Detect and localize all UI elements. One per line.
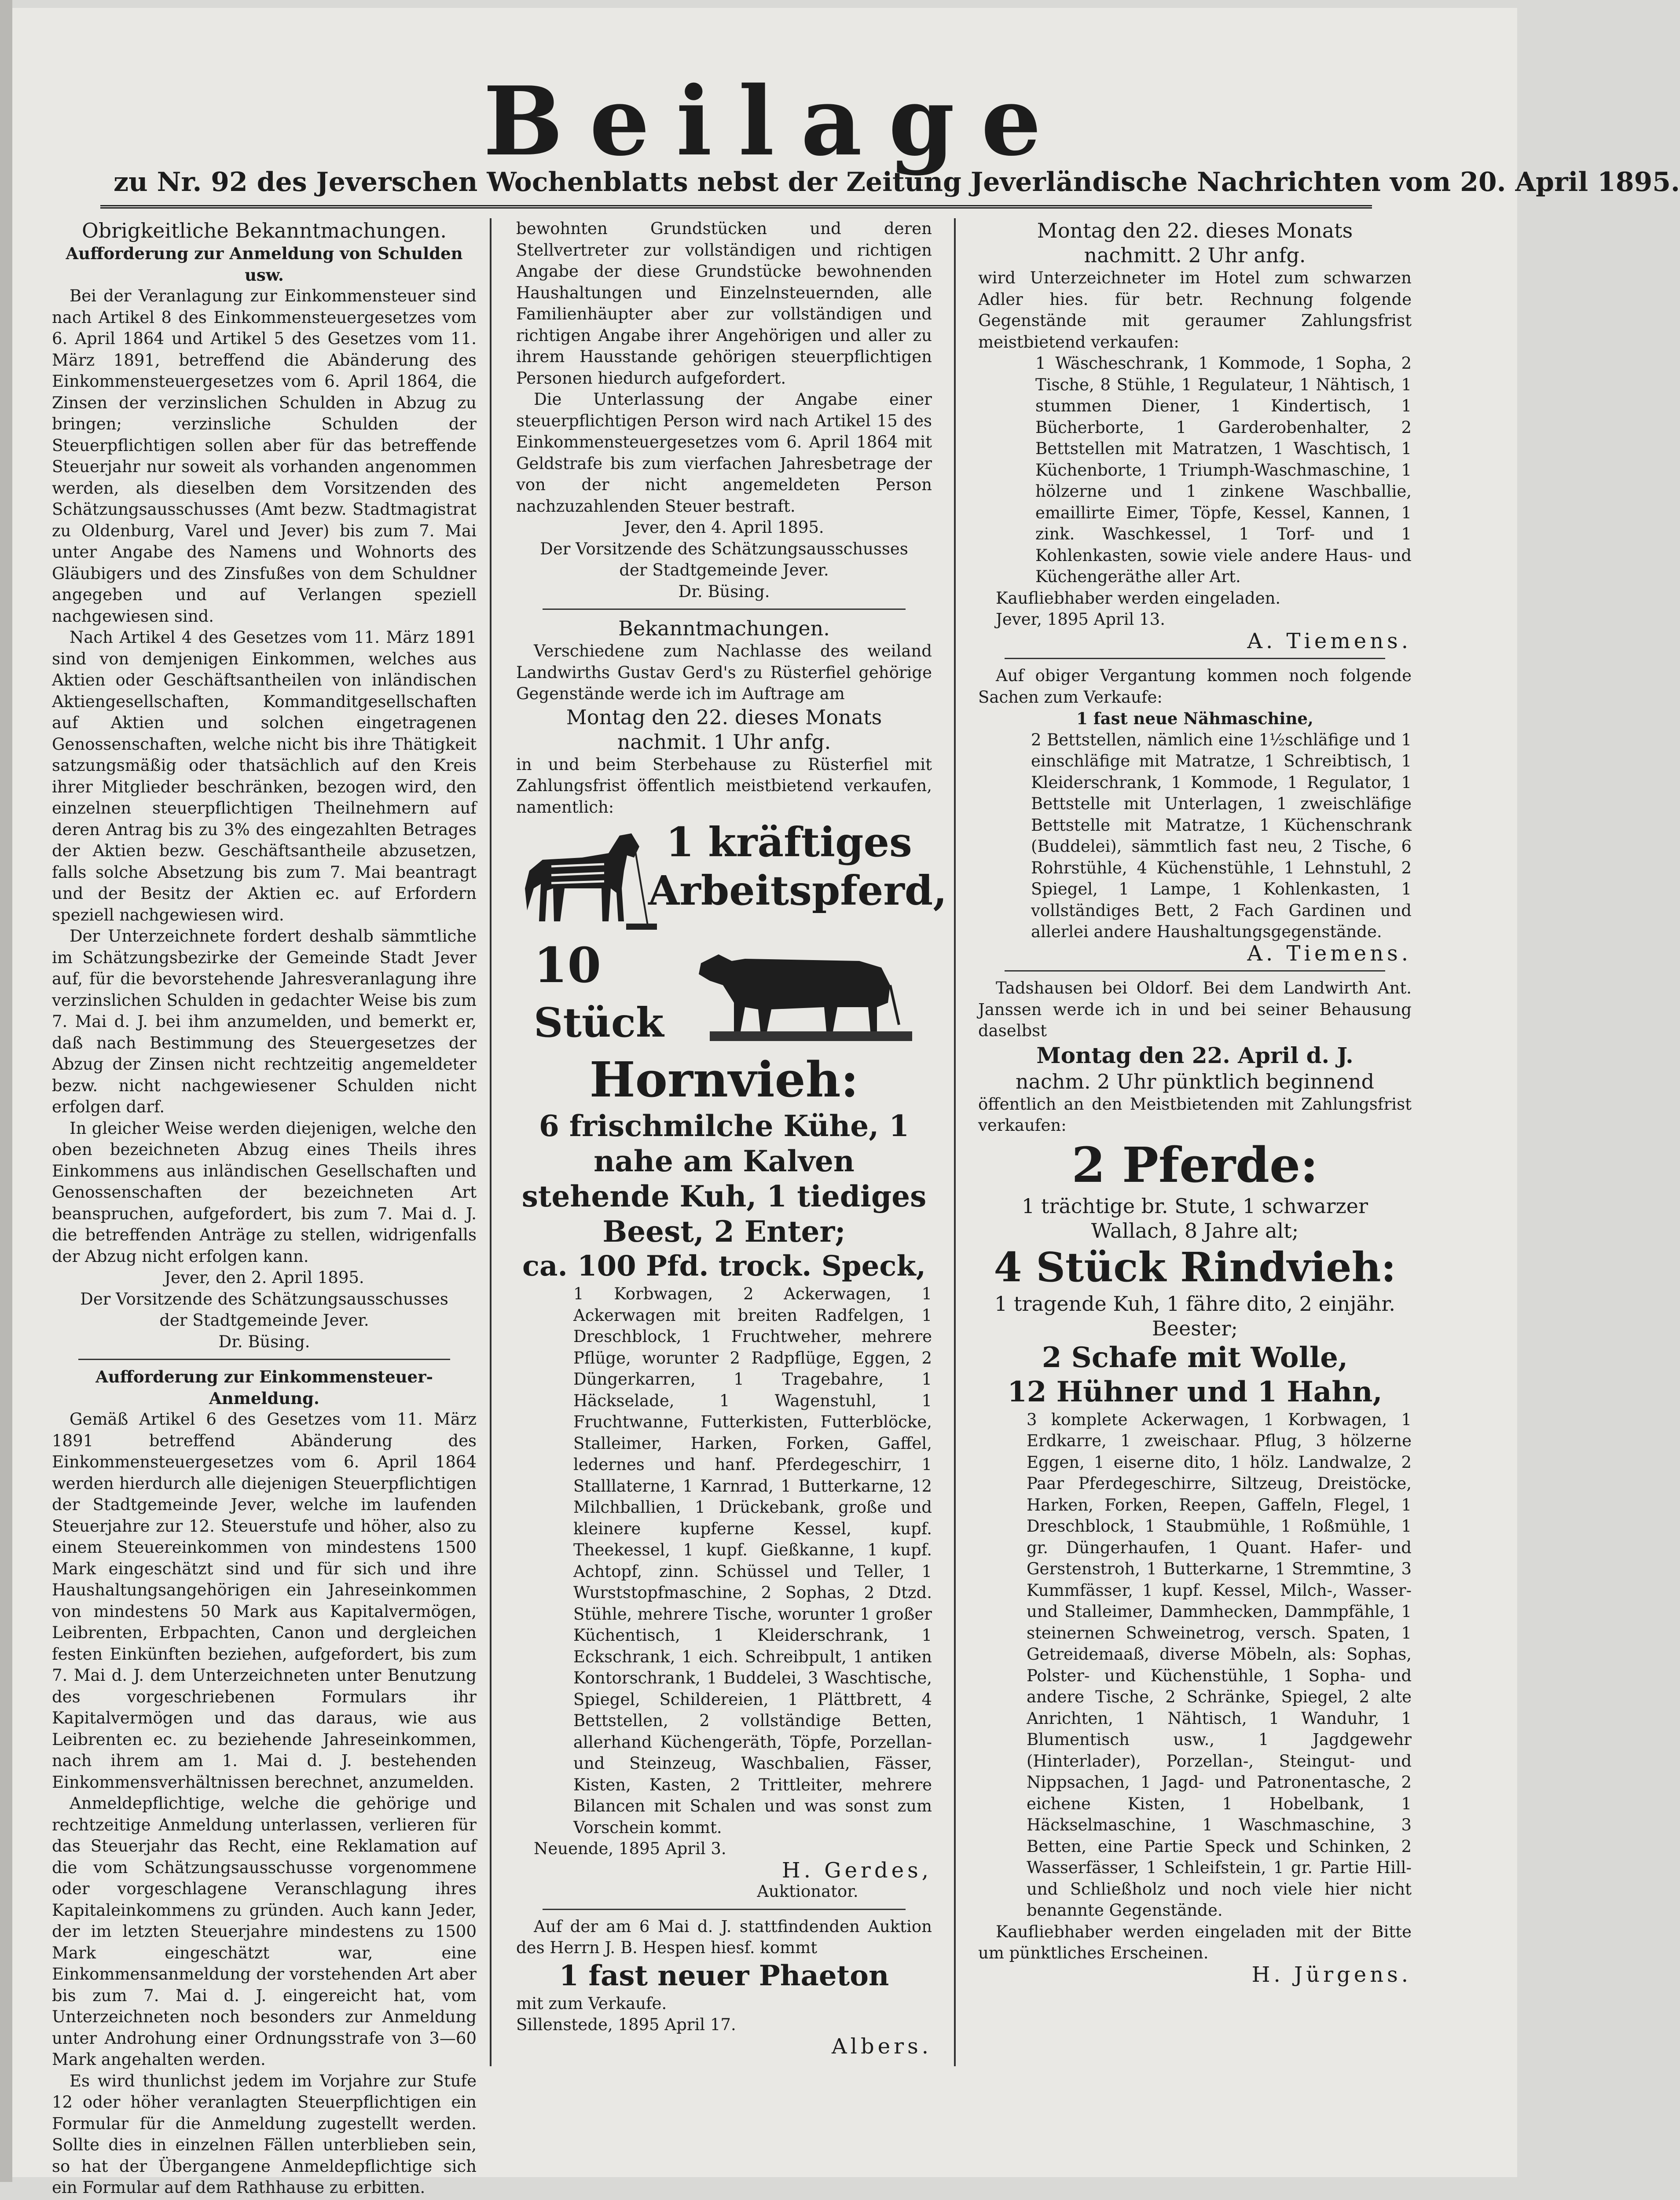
section-heading: Bekanntmachungen.	[516, 616, 932, 641]
item-list: 3 komplete Ackerwagen, 1 Korbwagen, 1 Erdkarre, 1 zweischaar. Pflug, 3 hölzerne Eggen, 1 eiserne dito, 1 hölz. Landwalze, 2 Paar Pferdegeschirre, Siltzeug, Dreistöcke, Harken, Forken, Reepen, Gaffeln, Flegel, 1 Dreschblock, 1 Staubmühle, 1 Roßmühle, 1 gr. Düngerhaufen, 1 Quant. Hafer- und Gerstenstroh, 1 Butterkarne, 1 Stremmtine, 3 Kummfässer, 1 kupf. Kessel, Milch-, Wasser- und Stalleimer, Dammhecken, Dammpfähle, 1 steinernen Schweinetrog, versch. Spaten, 1 Getreidemaaß, diverse Möbeln, als: Sophas, Polster- und Küchenstühle, 1 Sopha- und andere Tische, 2 Schränke, Spiegel, 2 alte Anrichten, 1 Nähtisch, 1 Wanduhr, 1 Blumentisch usw., 1 Jagdgewehr (Hinterlader), Porzellan-, Steingut- und Nippsachen, 1 Jagd- und Patronentasche, 2 eichene Kisten, 1 Hobelbank, 1 Häckselmaschine, 1 Waschmaschine, 3 Betten, eine Partie Speck und Schinken, 2 Wasserfässer, 1 Schleifstein, 1 gr. Partie Hill- und Schließholz und noch viele hier nicht benannte Gegenstände.	[1027, 1409, 1412, 1921]
ad-speck: ca. 100 Pfd. trock. Speck,	[516, 1249, 932, 1283]
separator	[1005, 970, 1385, 972]
separator	[543, 1909, 906, 1910]
auction-time: nachmit. 1 Uhr anfg.	[516, 730, 932, 754]
horse-illustration	[516, 822, 661, 932]
auction-date: Montag den 22. dieses Monats	[978, 218, 1412, 243]
column-3	[978, 218, 1412, 2057]
section-heading: Obrigkeitliche Bekanntmachungen.	[52, 218, 477, 243]
ad-cattle: 4 Stück Rindvieh:	[978, 1243, 1412, 1291]
paragraph: mit zum Verkaufe.	[516, 1993, 932, 2015]
auction-time: nachm. 2 Uhr pünktlich beginnend	[978, 1069, 1412, 1094]
signature-name: Albers.	[516, 2036, 932, 2057]
signature-name: Dr. Büsing.	[52, 1331, 477, 1353]
item-list: 2 Bettstellen, nämlich eine 1½schläfige und 1 einschläfige mit Matratze, 1 Schreibtisch, 1 Kleiderschrank, 1 Kommode, 1 Regulator, 1 Bettstelle mit Unterlagen, 1 zweischläfige Bettstelle mit Matratze, 1 Küchenschrank (Buddelei), sämmtlich fast neu, 2 Tische, 6 Rohrstühle, 4 Küchenstühle, 1 Lehnstuhl, 2 Spiegel, 1 Lampe, 1 Kohlenkasten, 1 vollständiges Bett, 2 Fach Gardinen und allerlei andere Haushaltungsgegenstände.	[1031, 730, 1412, 943]
signature-line: Der Vorsitzende des Schätzungsausschusses	[516, 539, 932, 560]
separator	[543, 609, 906, 610]
paragraph: Kaufliebhaber werden eingeladen.	[978, 588, 1412, 609]
auction-time: nachmitt. 2 Uhr anfg.	[978, 243, 1412, 268]
item-list: 1 Korbwagen, 2 Ackerwagen, 1 Ackerwagen mit breiten Radfelgen, 1 Dreschblock, 1 Fruchtweher, mehrere Pflüge, worunter 2 Radpflüge, Eggen, 2 Düngerkarren, 1 Tragebahre, 1 Häckselade, 1 Wagenstuhl, 1 Fruchtwanne, Futterkisten, Futterblöcke, Stalleimer, Harken, Forken, Gaffel, ledernes und hanf. Pferdegeschirr, 1 Stalllaterne, 1 Karnrad, 1 Butterkarne, 12 Milchballien, 1 Drückebank, große und kleinere kupferne Kessel, kupf. Theekessel, 1 kupf. Gießkanne, 1 kupf. Achtopf, zinn. Schüssel und Teller, 1 Wurststopfmaschine, 2 Sophas, 2 Dtzd. Stühle, mehrere Tische, worunter 1 großer Küchentisch, 1 Kleiderschrank, 1 Eckschrank, 1 eich. Schreibpult, 1 antiken Kontorschrank, 1 Buddelei, 3 Waschtische, Spiegel, Schildereien, 1 Plättbrett, 4 Bettstellen, 2 vollständige Betten, allerhand Küchengeräth, Töpfe, Porzellan- und Steinzeug, Waschbalien, Fässer, Kisten, Kasten, 2 Trittleiter, mehrere Bilancen mit Schalen und was sonst zum Vorschein kommt.	[573, 1283, 932, 1838]
masthead-subtitle: zu Nr. 92 des Jeverschen Wochenblatts nebst der Zeitung Jeverländische Nachrichten vom 20. April 1895.	[114, 166, 1363, 198]
paragraph: Tadshausen bei Oldorf. Bei dem Landwirth Ant. Janssen werde ich in und bei seiner Behausung daselbst	[978, 978, 1412, 1042]
paragraph: Es wird thunlichst jedem im Vorjahre zur Stufe 12 oder höher veranlagten Steuerpflichtigen ein Formular für die Anmeldung zugestellt werden. Sollte dies in einzelnen Fällen unterblieben sein, so hat der Übergangene Anmeldepflichtige sich ein Formular auf dem Rathhause zu erbitten.	[52, 2071, 477, 2199]
paragraph: Nach Artikel 4 des Gesetzes vom 11. März 1891 sind von demjenigen Einkommen, welches aus Aktien oder Geschäftsantheilen von inländischen Aktiengesellschaften, Kommanditgesellschaften auf Aktien und solchen eingetragenen Genossenschaften, welche nicht bis ihre Thätigkeit satzungsmäßig oder thatsächlich auf den Kreis ihrer Mitglieder beschränken, bezogen wird, den einzelnen steuerpflichtigen Theilnehmern auf deren Antrag bis zu 3% des eingezahlten Betrages der Aktien bezw. Geschäftsantheile abzusetzen, falls solche Absetzung bis zum 7. Mai beantragt und der Besitz der Aktien ec. auf Erfordern speziell nachgewiesen wird.	[52, 627, 477, 926]
paragraph: Kaufliebhaber werden eingeladen mit der Bitte um pünktliches Erscheinen.	[978, 1921, 1412, 1964]
date-line: Jever, den 4. April 1895.	[516, 517, 932, 539]
auction-date: Montag den 22. dieses Monats	[516, 705, 932, 730]
ad-hens: 12 Hühner und 1 Hahn,	[978, 1375, 1412, 1409]
cow-illustration	[692, 937, 921, 1047]
auctioneer-name: H. Gerdes,	[516, 1860, 932, 1881]
signature-name: A. Tiemens.	[978, 943, 1412, 964]
cattle-description: 1 tragende Kuh, 1 fähre dito, 2 einjähr. Beester;	[978, 1291, 1412, 1341]
horses-description: 1 trächtige br. Stute, 1 schwarzer Wallach, 8 Jahre alt;	[978, 1194, 1412, 1243]
signature-name: Dr. Büsing.	[516, 581, 932, 603]
highlight-item: 1 fast neue Nähmaschine,	[978, 708, 1412, 730]
signature-line: der Stadtgemeinde Jever.	[516, 560, 932, 581]
paragraph: Auf der am 6 Mai d. J. stattfindenden Auktion des Herrn J. B. Hespen hiesf. kommt	[516, 1916, 932, 1959]
ad-sheep: 2 Schafe mit Wolle,	[978, 1341, 1412, 1375]
column-2	[516, 218, 932, 2057]
ad-phaeton: 1 fast neuer Phaeton	[516, 1959, 932, 1993]
separator	[78, 1359, 450, 1360]
paragraph: Verschiedene zum Nachlasse des weiland Landwirths Gustav Gerd's zu Rüsterfiel gehörige Gegenstände werde ich im Auftrage am	[516, 641, 932, 705]
masthead-rule	[100, 205, 1372, 209]
ad-horse-text: 1 kräftiges Arbeitspferd,	[648, 818, 930, 915]
signature-line: der Stadtgemeinde Jever.	[52, 1310, 477, 1331]
cattle-ad	[516, 937, 932, 1051]
ad-stueck: Stück	[534, 998, 666, 1047]
paragraph: Die Unterlassung der Angabe einer steuerpflichtigen Person wird nach Artikel 15 des Einkommensteuergesetzes vom 6. April 1864 mit Geldstrafe bis zum vierfachen Jahresbetrage der von der nicht angemeldeten Person nachzuzahlenden Steuer bestraft.	[516, 389, 932, 517]
paragraph: In gleicher Weise werden diejenigen, welche den oben bezeichneten Abzug eines Theils ihres Einkommens aus inländischen Gesellschaften und Genossenschaften der bezeichneten Art beanspruchen, aufgefordert, bis zum 7. Mai d. J. die betreffenden Anträge zu stellen, widrigenfalls der Abzug nicht erfolgen kann.	[52, 1118, 477, 1268]
page-edge	[0, 0, 12, 2182]
date-line: Jever, den 2. April 1895.	[52, 1267, 477, 1289]
paragraph: Auf obiger Vergantung kommen noch folgende Sachen zum Verkaufe:	[978, 665, 1412, 708]
date-line: Neuende, 1895 April 3.	[516, 1838, 932, 1860]
separator	[1005, 658, 1385, 659]
horse-ad	[516, 818, 932, 937]
ad-horses: 2 Pferde:	[978, 1137, 1412, 1194]
item-list: 1 Wäscheschrank, 1 Kommode, 1 Sopha, 2 Tische, 8 Stühle, 1 Regulateur, 1 Nähtisch, 1 stummen Diener, 1 Kindertisch, 1 Bücherborte, 1 Garderobenhalter, 2 Bettstellen mit Matratzen, 1 Waschtisch, 1 Küchenborte, 1 Triumph-Waschmaschine, 1 hölzerne und 1 zinkene Waschballie, emaillirte Eimer, Töpfe, Kessel, Kannen, 1 zink. Waschkessel, 1 Torf- und 1 Kohlenkasten, sowie viele andere Haus- und Küchengeräthe aller Art.	[1035, 353, 1412, 588]
paragraph: öffentlich an den Meistbietenden mit Zahlungsfrist verkaufen:	[978, 1094, 1412, 1137]
paragraph: Anmeldepflichtige, welche die gehörige und rechtzeitige Anmeldung unterlassen, verlieren für das Steuerjahr das Recht, eine Reklamation auf die vom Schätzungsausschusse vorgenommene oder vorgeschlagene Veranschlagung ihres Kapitaleinkommens zu gründen. Auch kann Jeder, der im letzten Steuerjahre mindestens zu 1500 Mark eingeschätzt war, eine Einkommensanmeldung der vorstehenden Art aber bis zum 7. Mai d. J. eingereicht hat, vom Unterzeichneten noch besonders zur Anmeldung unter Androhung einer Ordnungsstrafe von 3—60 Mark angehalten werden.	[52, 1793, 477, 2071]
auctioneer-title: Auktionator.	[516, 1881, 932, 1903]
paragraph: bewohnten Grundstücken und deren Stellvertreter zur vollständigen und richtigen Angabe der diese Grundstücke bewohnenden Haushaltungen und Einzelnsteuernden, alle Familienhäupter aber zur vollständigen und richtigen Angabe ihrer Angehörigen und aller zu ihrem Hausstande gehörigen steuerpflichtigen Personen hiedurch aufgefordert.	[516, 218, 932, 389]
notice-title: Aufforderung zur Anmeldung von Schulden usw.	[52, 243, 477, 286]
masthead-title: Beilage	[483, 74, 967, 169]
paragraph: Der Unterzeichnete fordert deshalb sämmtliche im Schätzungsbezirke der Gemeinde Stadt Jever auf, für die bevorstehende Jahresveranlagung ihre verzinslichen Schulden in gedachter Weise bis zum 7. Mai d. J. bei ihm anzumelden, und bemerkt er, daß nach Bestimmung des Steuergesetzes der Abzug der Zinsen nicht rechtzeitig angemeldeter bezw. nicht nachgewiesener Schulden nicht erfolgen darf.	[52, 926, 477, 1118]
column-1	[52, 218, 477, 2057]
date-line: Jever, 1895 April 13.	[978, 609, 1412, 631]
date-line: Sillenstede, 1895 April 17.	[516, 2014, 932, 2036]
notice-title: Aufforderung zur Einkommensteuer-Anmeldung.	[52, 1366, 477, 1409]
ad-ten: 10	[534, 937, 622, 994]
signature-name: A. Tiemens.	[978, 631, 1412, 652]
paragraph: Gemäß Artikel 6 des Gesetzes vom 11. März 1891 betreffend Abänderung des Einkommensteuergesetzes vom 6. April 1864 werden hierdurch alle diejenigen Steuerpflichtigen der Stadtgemeinde Jever, welche im laufenden Steuerjahre zur 12. Steuerstufe und höher, also zu einem Steuereinkommen von mindestens 1500 Mark eingeschätzt sind und für sich und ihre Haushaltungsangehörigen ein Jahreseinkommen von mindestens 50 Mark aus Kapitalvermögen, Leibrenten, Erbpachten, Canon und dergleichen festen Einkünften beziehen, aufgefordert, bis zum 7. Mai d. J. dem Unterzeichneten unter Benutzung des vorgeschriebenen Formulars ihr Kapitalvermögen und das daraus, wie aus Leibrenten ec. zu beziehende Jahreseinkommen, nach ihrem am 1. Mai d. J. bestehenden Einkommensverhältnissen berechnet, anzumelden.	[52, 1409, 477, 1793]
ad-hornvieh: Hornvieh:	[516, 1051, 932, 1108]
signature-name: H. Jürgens.	[978, 1964, 1412, 1986]
paragraph: wird Unterzeichneter im Hotel zum schwarzen Adler hies. für betr. Rechnung folgende Gegenstände mit geraumer Zahlungsfrist meistbietend verkaufen:	[978, 268, 1412, 353]
column-divider-2	[954, 218, 956, 2066]
date-line	[52, 2199, 477, 2200]
newspaper-page	[12, 8, 1517, 2177]
paragraph: Bei der Veranlagung zur Einkommensteuer sind nach Artikel 8 des Einkommensteuergesetzes vom 6. April 1864 und Artikel 5 des Gesetzes vom 11. März 1891, betreffend die Abänderung des Einkommensteuergesetzes vom 6. April 1864, die Zinsen der verzinslichen Schulden in Abzug zu bringen; verzinsliche Schulden der Steuerpflichtigen sollen aber für das betreffende Steuerjahr nur soweit als vorhanden angenommen werden, als dieselben dem Vorsitzenden des Schätzungsausschusses (Amt bezw. Stadtmagistrat zu Oldenburg, Varel und Jever) bis zum 7. Mai unter Angabe des Namens und Wohnorts des Gläubigers und des Zinsfußes von dem Schuldner angegeben und auf Verlangen speziell nachgewiesen sind.	[52, 286, 477, 627]
ad-cattle-list: 6 frischmilche Kühe, 1 nahe am Kalven stehende Kuh, 1 tiediges Beest, 2 Enter;	[516, 1108, 932, 1249]
auction-date: Montag den 22. April d. J.	[978, 1042, 1412, 1069]
paragraph: in und beim Sterbehause zu Rüsterfiel mit Zahlungsfrist öffentlich meistbietend verkaufen, namentlich:	[516, 754, 932, 818]
column-divider-1	[490, 218, 492, 2066]
signature-line: Der Vorsitzende des Schätzungsausschusses	[52, 1289, 477, 1310]
